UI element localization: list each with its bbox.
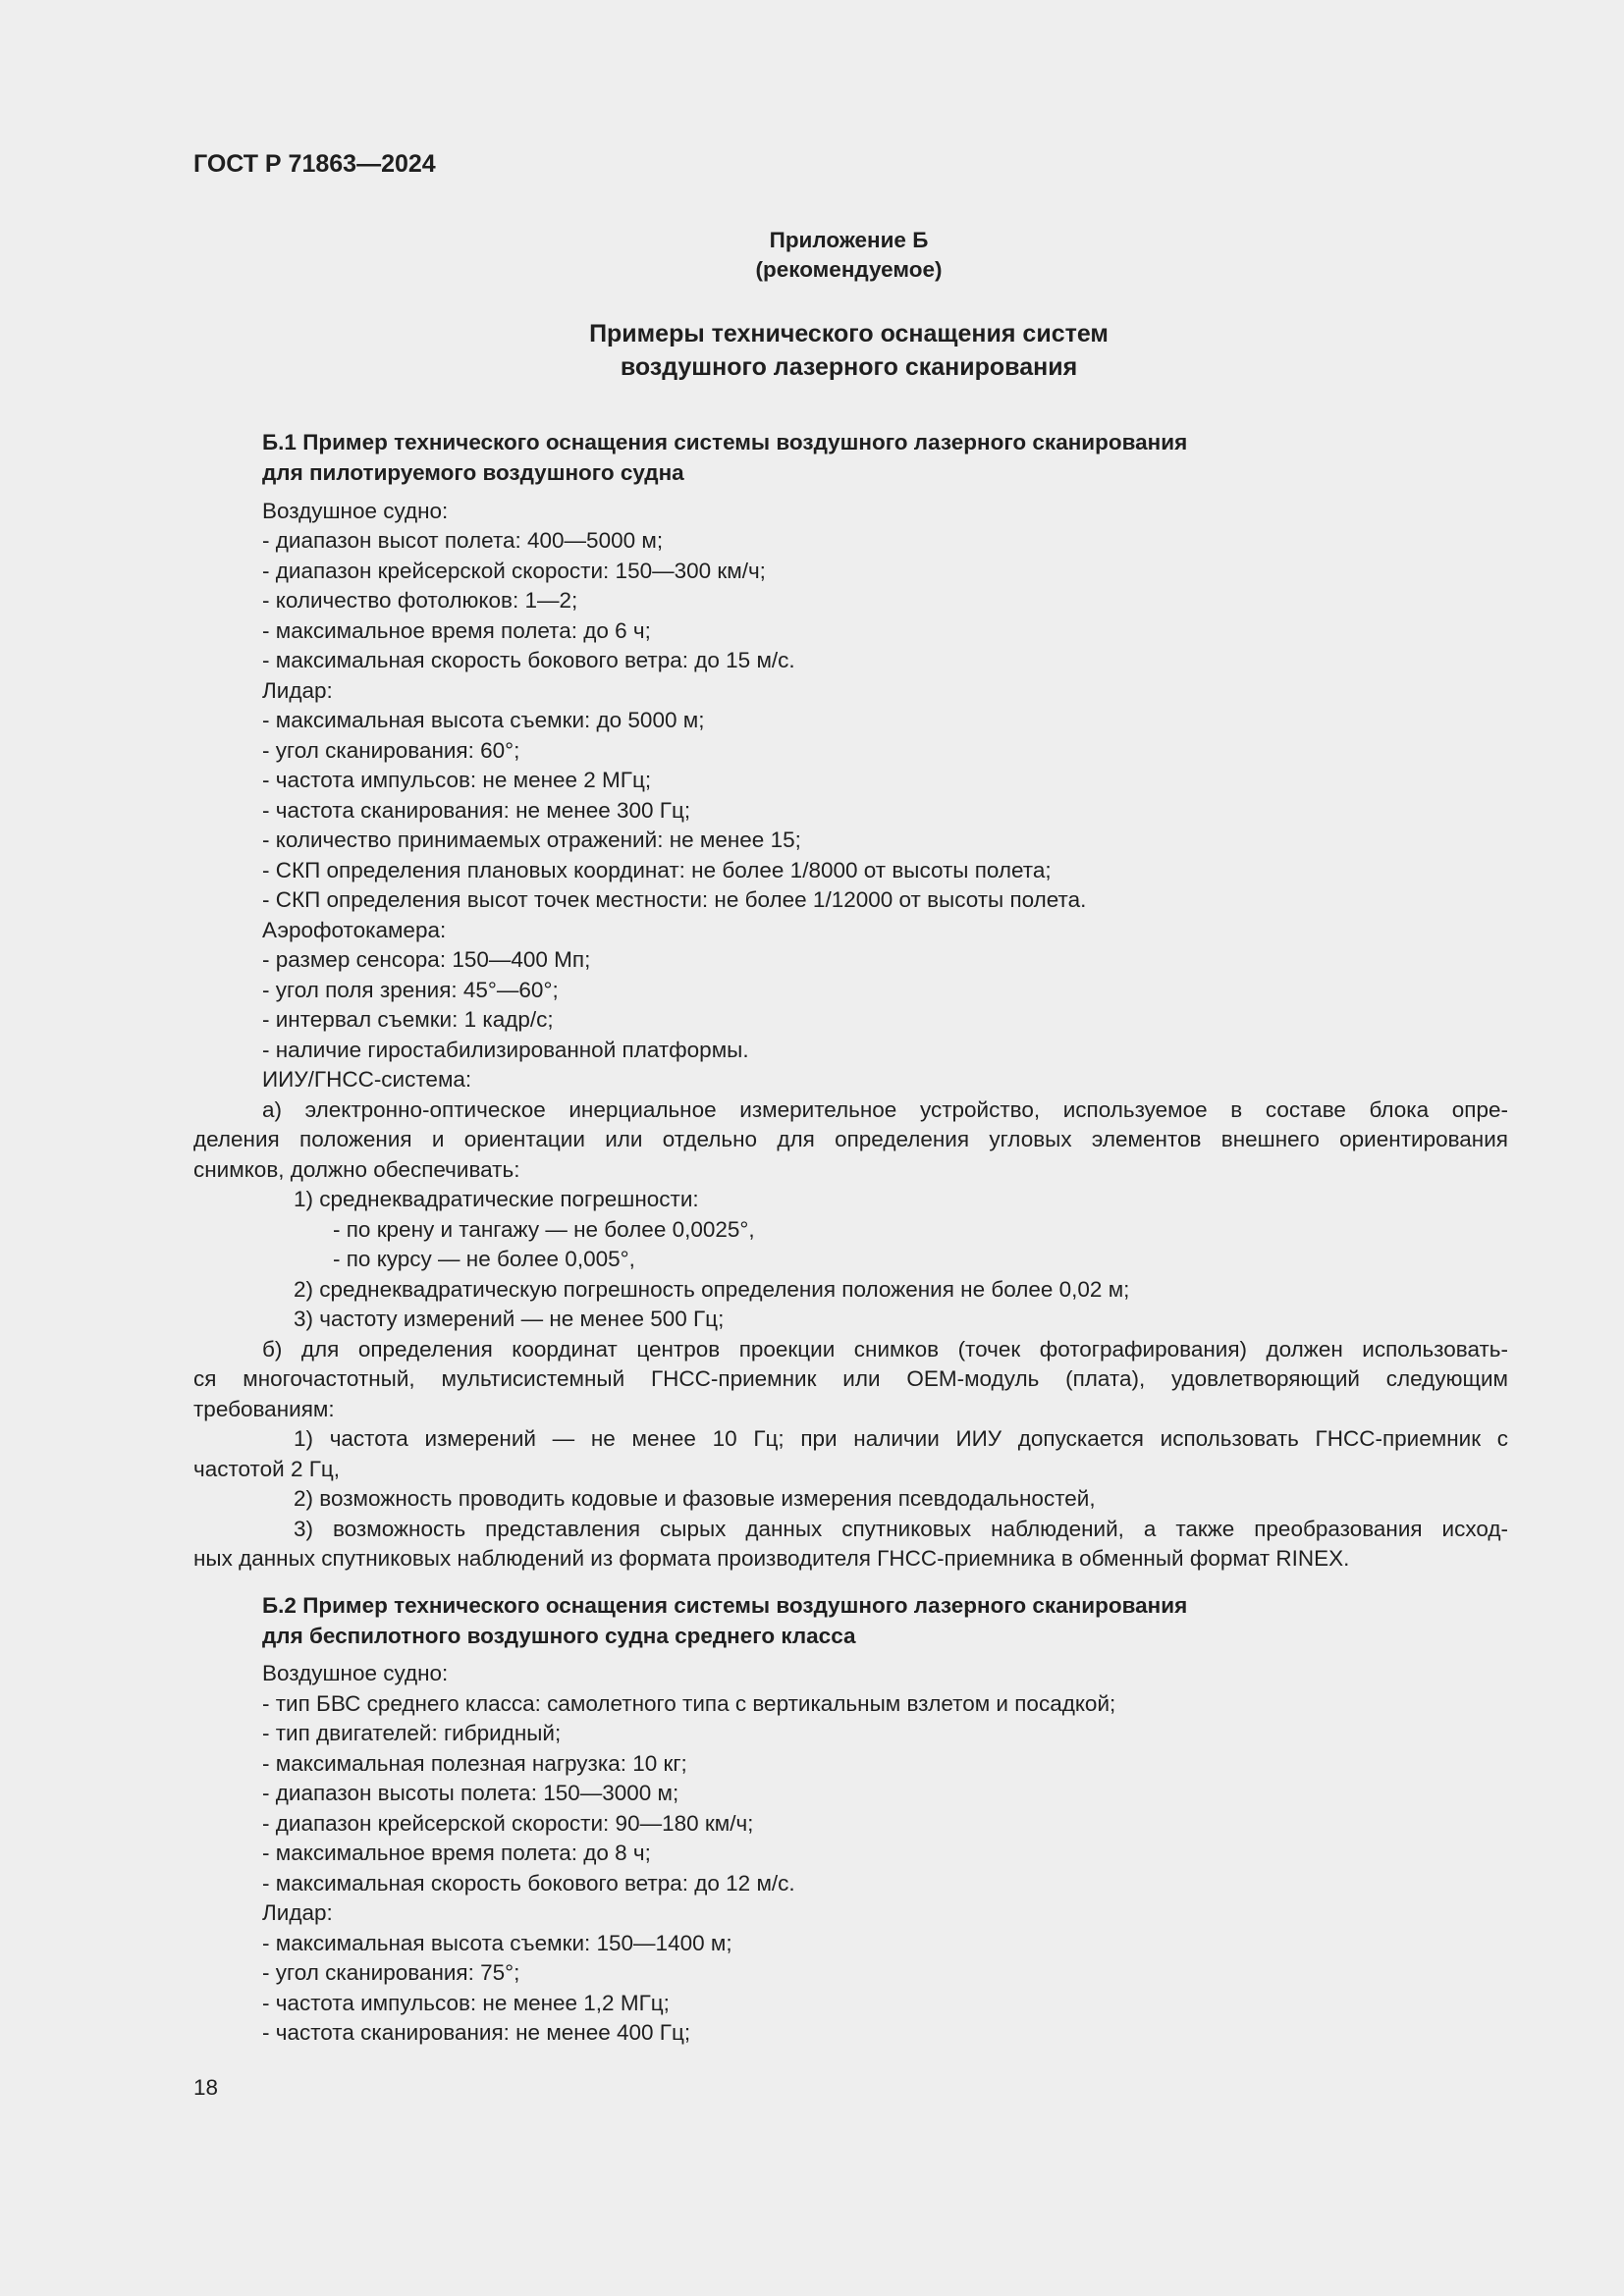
section-b1-heading-line-1: Б.1 Пример технического оснащения системы воздушного лазерного сканирования: [262, 430, 1188, 454]
section-b1-line: требованиям:: [193, 1397, 335, 1421]
section-b2-line: - максимальная скорость бокового ветра: до 12 м/с.: [262, 1871, 795, 1896]
section-b1-line: 3) возможность представления сырых данных спутниковых наблюдений, а также преобразования исход-: [294, 1517, 1508, 1541]
section-b1-line: - наличие гиростабилизированной платформы.: [262, 1038, 749, 1062]
section-b1-line: б) для определения координат центров проекции снимков (точек фотографирования) должен использовать-: [262, 1337, 1508, 1362]
section-b2-line: - диапазон крейсерской скорости: 90—180 км/ч;: [262, 1811, 754, 1836]
section-b1-line: 1) среднеквадратические погрешности:: [294, 1187, 699, 1211]
section-b1-heading-line-2: для пилотируемого воздушного судна: [262, 460, 684, 485]
section-b2-heading-line-1: Б.2 Пример технического оснащения системы воздушного лазерного сканирования: [262, 1593, 1188, 1618]
section-b2-line: Лидар:: [262, 1900, 333, 1925]
section-b1-line: деления положения и ориентации или отдельно для определения угловых элементов внешнего ориентирования: [193, 1127, 1508, 1151]
section-b1-line: - диапазон крейсерской скорости: 150—300 км/ч;: [262, 559, 766, 583]
section-b1-line: снимков, должно обеспечивать:: [193, 1157, 520, 1182]
section-b2-line: - максимальная высота съемки: 150—1400 м;: [262, 1931, 732, 1955]
section-b1-line: - количество принимаемых отражений: не менее 15;: [262, 828, 801, 852]
section-b1-line: ных данных спутниковых наблюдений из формата производителя ГНСС-приемника в обменный формат RINEX.: [193, 1546, 1350, 1571]
section-b1-line: - СКП определения плановых координат: не более 1/8000 от высоты полета;: [262, 858, 1052, 882]
section-b2-line: - частота сканирования: не менее 400 Гц;: [262, 2020, 691, 2045]
section-b1-line: - максимальная скорость бокового ветра: до 15 м/с.: [262, 648, 795, 672]
section-b2-line: Воздушное судно:: [262, 1661, 449, 1685]
section-b2-line: - максимальное время полета: до 8 ч;: [262, 1841, 651, 1865]
section-b1-line: - количество фотолюков: 1—2;: [262, 588, 578, 613]
section-b1-line: - угол поля зрения: 45°—60°;: [262, 978, 559, 1002]
section-b2-line: - частота импульсов: не менее 1,2 МГц;: [262, 1991, 670, 2015]
section-b1-line: Лидар:: [262, 678, 333, 703]
section-b1-line: Воздушное судно:: [262, 499, 449, 523]
section-b1-line: - размер сенсора: 150—400 Мп;: [262, 947, 591, 972]
annex-status: (рекомендуемое): [755, 257, 943, 282]
section-b2-line: - тип БВС среднего класса: самолетного типа с вертикальным взлетом и посадкой;: [262, 1691, 1116, 1716]
section-b1-line: 2) возможность проводить кодовые и фазовые измерения псевдодальностей,: [294, 1486, 1096, 1511]
section-b1-line: ИИУ/ГНСС-система:: [262, 1067, 472, 1092]
section-b1-line: - угол сканирования: 60°;: [262, 738, 520, 763]
section-b2-line: - тип двигателей: гибридный;: [262, 1721, 562, 1745]
section-b1-line: - СКП определения высот точек местности: не более 1/12000 от высоты полета.: [262, 887, 1087, 912]
section-b2-line: - максимальная полезная нагрузка: 10 кг;: [262, 1751, 687, 1776]
section-b1-line: - по курсу — не более 0,005°,: [333, 1247, 635, 1271]
section-b1-line: - максимальная высота съемки: до 5000 м;: [262, 708, 705, 732]
page-number: 18: [193, 2075, 219, 2100]
section-b1-line: а) электронно-оптическое инерциальное измерительное устройство, используемое в составе блока опре-: [262, 1097, 1508, 1122]
annex-title: Приложение Б: [769, 228, 929, 252]
section-b1-line: 2) среднеквадратическую погрешность определения положения не более 0,02 м;: [294, 1277, 1130, 1302]
annex-main-title-line-1: Примеры технического оснащения систем: [589, 320, 1109, 347]
section-b1-line: ся многочастотный, мультисистемный ГНСС-приемник или ОЕМ-модуль (плата), удовлетворяющий следующим: [193, 1366, 1508, 1391]
document-code: ГОСТ Р 71863—2024: [193, 150, 436, 178]
section-b1-line: - частота сканирования: не менее 300 Гц;: [262, 798, 691, 823]
section-b2-line: - угол сканирования: 75°;: [262, 1960, 520, 1985]
section-b2-heading-line-2: для беспилотного воздушного судна среднего класса: [262, 1624, 856, 1648]
section-b1-line: - частота импульсов: не менее 2 МГц;: [262, 768, 652, 792]
section-b1-line: - по крену и тангажу — не более 0,0025°,: [333, 1217, 755, 1242]
section-b2-line: - диапазон высоты полета: 150—3000 м;: [262, 1781, 679, 1805]
section-b1-line: - интервал съемки: 1 кадр/с;: [262, 1007, 554, 1032]
section-b1-line: - максимальное время полета: до 6 ч;: [262, 618, 651, 643]
section-b1-line: 3) частоту измерений — не менее 500 Гц;: [294, 1307, 725, 1331]
section-b1-line: - диапазон высот полета: 400—5000 м;: [262, 528, 664, 553]
section-b1-line: частотой 2 Гц,: [193, 1457, 341, 1481]
section-b1-line: 1) частота измерений — не менее 10 Гц; при наличии ИИУ допускается использовать ГНСС-приемник с: [294, 1426, 1508, 1451]
annex-main-title-line-2: воздушного лазерного сканирования: [620, 353, 1078, 381]
section-b1-line: Аэрофотокамера:: [262, 918, 447, 942]
